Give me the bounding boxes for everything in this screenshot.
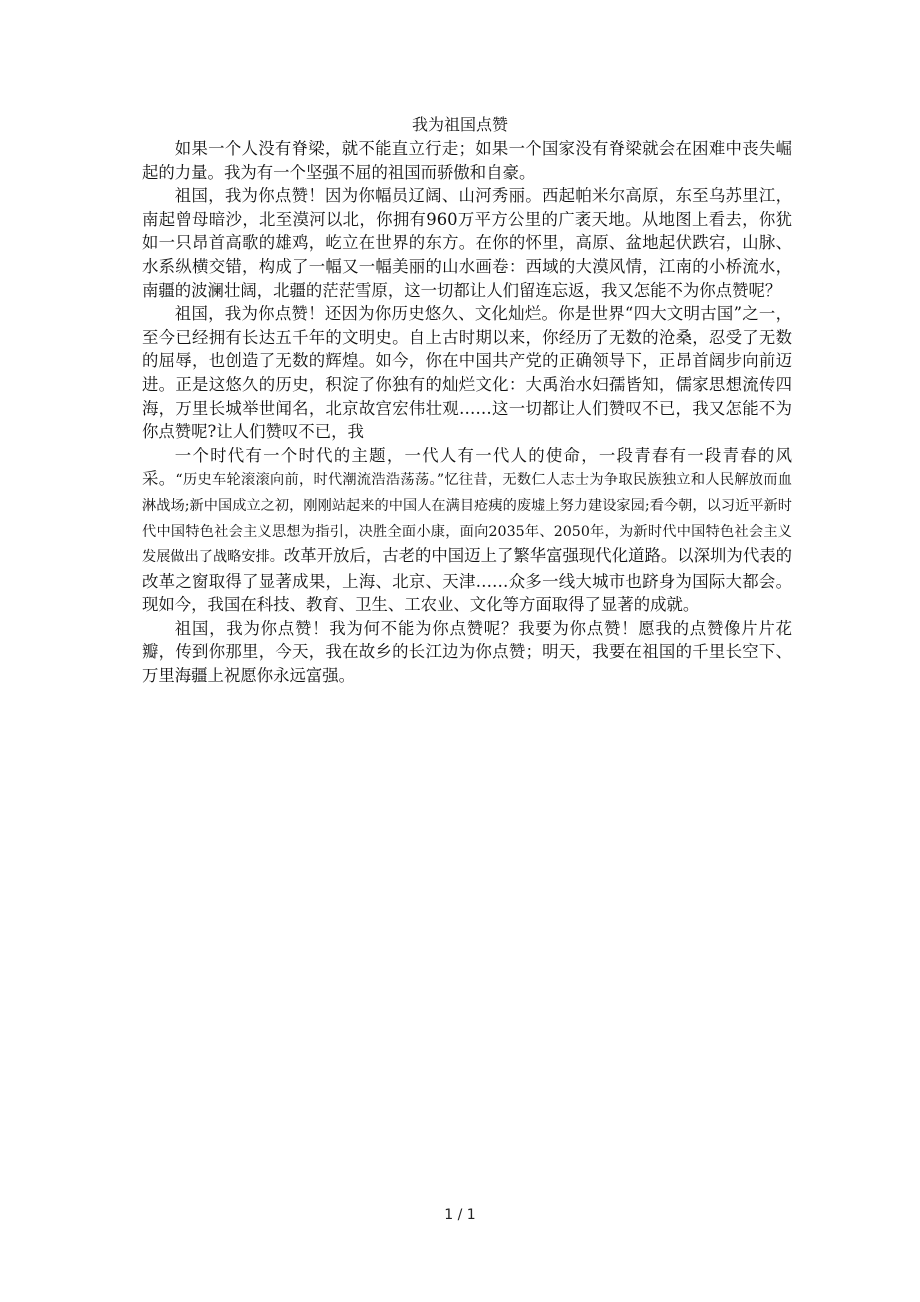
paragraph-2: 祖国，我为你点赞！因为你幅员辽阔、山河秀丽。西起帕米尔高原，东至乌苏里江，南起曾母暗沙，北至漠河以北，你拥有960万平方公里的广袤天地。从地图上看去，你犹如一只昂首高歌的雄鸡，屹立在世界的东方。在你的怀里，高原、盆地起伏跌宕，山脉、水系纵横交错，构成了一幅又一幅美丽的山水画卷：西域的大漠风情，江南的小桥流水，南疆的波澜壮阔，北疆的茫茫雪原，这一切都让人们留连忘返，我又怎能不为你点赞呢？	[142, 186, 792, 300]
paragraph-1: 如果一个人没有脊梁，就不能直立行走；如果一个国家没有脊梁就会在困难中丧失崛起的力量。我为有一个坚强不屈的祖国而骄傲和自豪。	[142, 139, 792, 182]
paragraph-4	[142, 444, 792, 617]
document-title: 我为祖国点赞	[411, 115, 508, 134]
paragraph-5: 祖国，我为你点赞！我为何不能为你点赞呢？我要为你点赞！愿我的点赞像片片花瓣，传到你那里，今天，我在故乡的长江边为你点赞；明天，我要在祖国的千里长空下、万里海疆上祝愿你永远富强。	[142, 618, 792, 686]
paragraph-3: 祖国，我为你点赞！还因为你历史悠久、文化灿烂。你是世界“四大文明古国”之一，至今已经拥有长达五千年的文明史。自上古时期以来，你经历了无数的沧桑，忍受了无数的屈辱，也创造了无数的辉煌。如今，你在中国共产党的正确领导下，正昂首阔步向前迈进。正是这悠久的历史，积淀了你独有的灿烂文化：大禹治水妇孺皆知，儒家思想流传四海，万里长城举世闻名，北京故宫宏伟壮观……这一切都让人们赞叹不已，我又怎能不为你点赞呢?让人们赞叹不已，我	[142, 304, 792, 442]
paragraph-4-quote: “历史车轮滚滚向前，时代潮流浩浩荡荡。”忆往昔，无数仁人志士为争取民族独立和人民解放而血淋战场;新中国成立之初，刚刚站起来的中国人在满目疮痍的废墟上努力建设家园;看今朝，以习近平新时代中国特色社会主义思想为指引，决胜全面小康，面向2035年、2050年，为新时代中国特色社会主义发展做出了战略安排。	[142, 472, 792, 566]
paragraph-4-lead: 一个时代有一个时代的主题，一代人有一代人的使命，一段青春有一段青春的风采。	[142, 445, 792, 489]
paragraph-4-tail: 改革开放后，古老的中国迈上了繁华富强现代化道路。以深圳为代表的改革之窗取得了显著成果，上海、北京、天津……众多一线大城市也跻身为国际大都会。现如今，我国在科技、教育、卫生、工农业、文化等方面取得了显著的成就。	[142, 546, 792, 615]
page-number: 1 / 1	[444, 1207, 476, 1223]
document-body	[142, 137, 792, 688]
